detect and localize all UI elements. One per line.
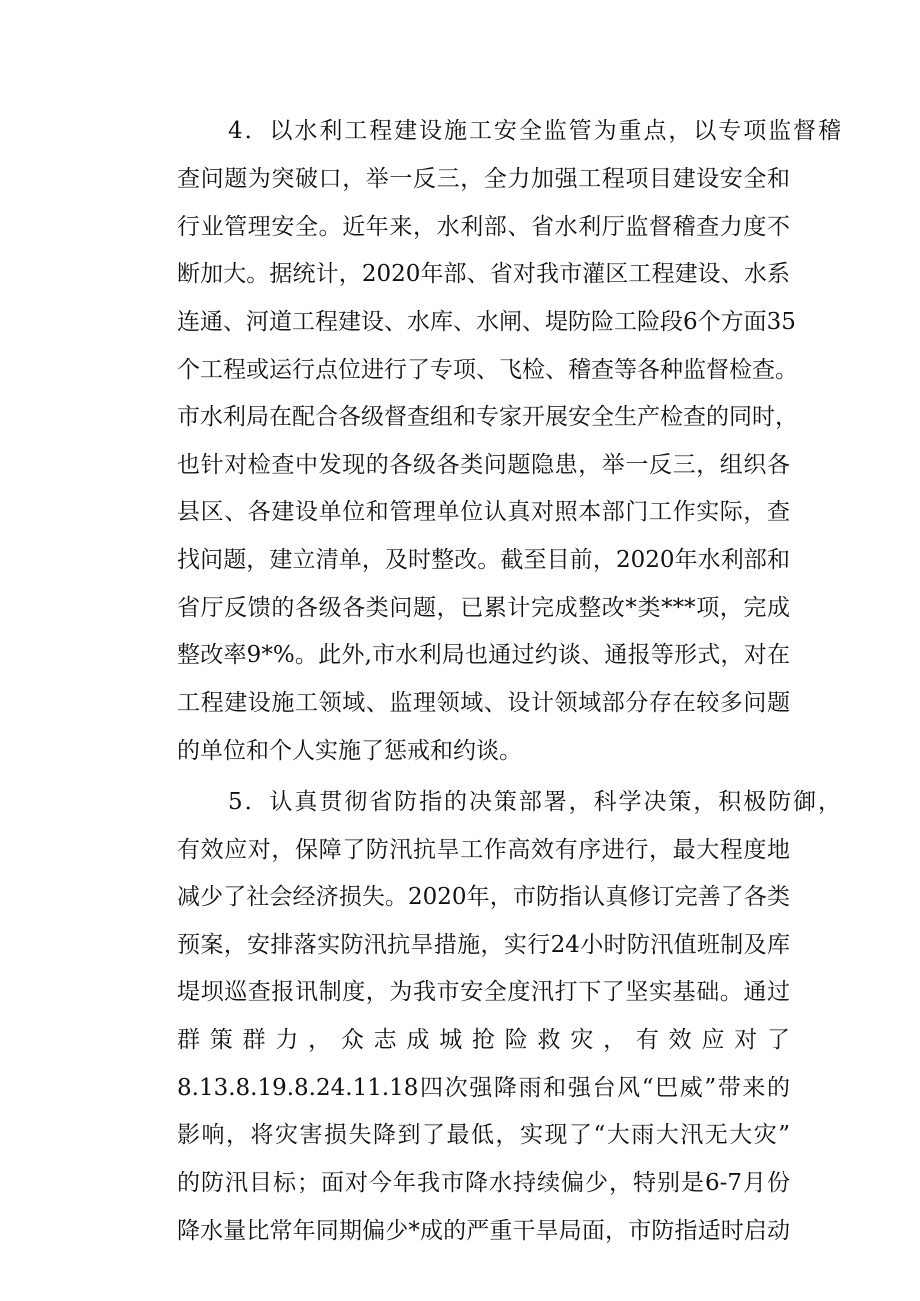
paragraph-4-line-9: 县区、各建设单位和管理单位认真对照本部门工作实际，查 <box>177 499 790 525</box>
paragraph-4-line-7: 市水利局在配合各级督查组和专家开展安全生产检查的同时， <box>177 404 798 430</box>
paragraph-5-line-8: 影响，将灾害损失降到了最低，实现了“大雨大汛无大灾” <box>177 1122 790 1148</box>
paragraph-4-line-11: 省厅反馈的各级各类问题，已累计完成整改*类***项，完成 <box>177 595 791 621</box>
paragraph-5-line-10: 降水量比常年同期偏少*成的严重干旱局面，市防指适时启动 <box>177 1218 790 1244</box>
paragraph-5-line-1: 5．认真贯彻省防指的决策部署，科学决策，积极防御， <box>228 789 841 815</box>
paragraph-5-line-5: 堤坝巡查报讯制度，为我市安全度汛打下了坚实基础。通过 <box>177 979 790 1005</box>
paragraph-4-line-14: 的单位和个人实施了惩戒和约谈。 <box>177 738 522 764</box>
paragraph-4-line-6: 个工程或运行点位进行了专项、飞检、稽查等各种监督检查。 <box>177 357 798 383</box>
paragraph-4-line-8: 也针对检查中发现的各级各类问题隐患，举一反三，组织各 <box>177 452 790 478</box>
paragraph-4-line-12: 整改率9*%。此外,市水利局也通过约谈、通报等形式，对在 <box>177 642 790 668</box>
paragraph-5-line-7: 8.13.8.19.8.24.11.18四次强降雨和强台风“巴威”带来的 <box>177 1075 790 1101</box>
paragraph-5-line-4: 预案，安排落实防汛抗旱措施，实行24小时防汛值班制及库 <box>177 932 790 958</box>
paragraph-4-line-3: 行业管理安全。近年来，水利部、省水利厅监督稽查力度不 <box>177 214 790 240</box>
paragraph-5-line-3: 减少了社会经济损失。2020年，市防指认真修订完善了各类 <box>177 884 790 910</box>
paragraph-4-line-5: 连通、河道工程建设、水库、水闸、堤防险工险段6个方面35 <box>177 309 796 335</box>
paragraph-4-line-10: 找问题，建立清单，及时整改。截至目前，2020年水利部和 <box>177 547 790 573</box>
paragraph-5-line-9: 的防汛目标；面对今年我市降水持续偏少，特别是6-7月份 <box>177 1170 790 1196</box>
paragraph-5-line-2: 有效应对，保障了防汛抗旱工作高效有序进行，最大程度地 <box>177 837 790 863</box>
paragraph-4-line-13: 工程建设施工领域、监理领域、设计领域部分存在较多问题 <box>177 690 790 716</box>
paragraph-5-line-6: 群策群力，众志成城抢险救灾，有效应对了 <box>177 1027 790 1053</box>
paragraph-4-line-1: 4．以水利工程建设施工安全监管为重点，以专项监督稽 <box>228 118 841 144</box>
paragraph-4-line-2: 查问题为突破口，举一反三，全力加强工程项目建设安全和 <box>177 166 790 192</box>
paragraph-4-line-4: 断加大。据统计，2020年部、省对我市灌区工程建设、水系 <box>177 261 790 287</box>
